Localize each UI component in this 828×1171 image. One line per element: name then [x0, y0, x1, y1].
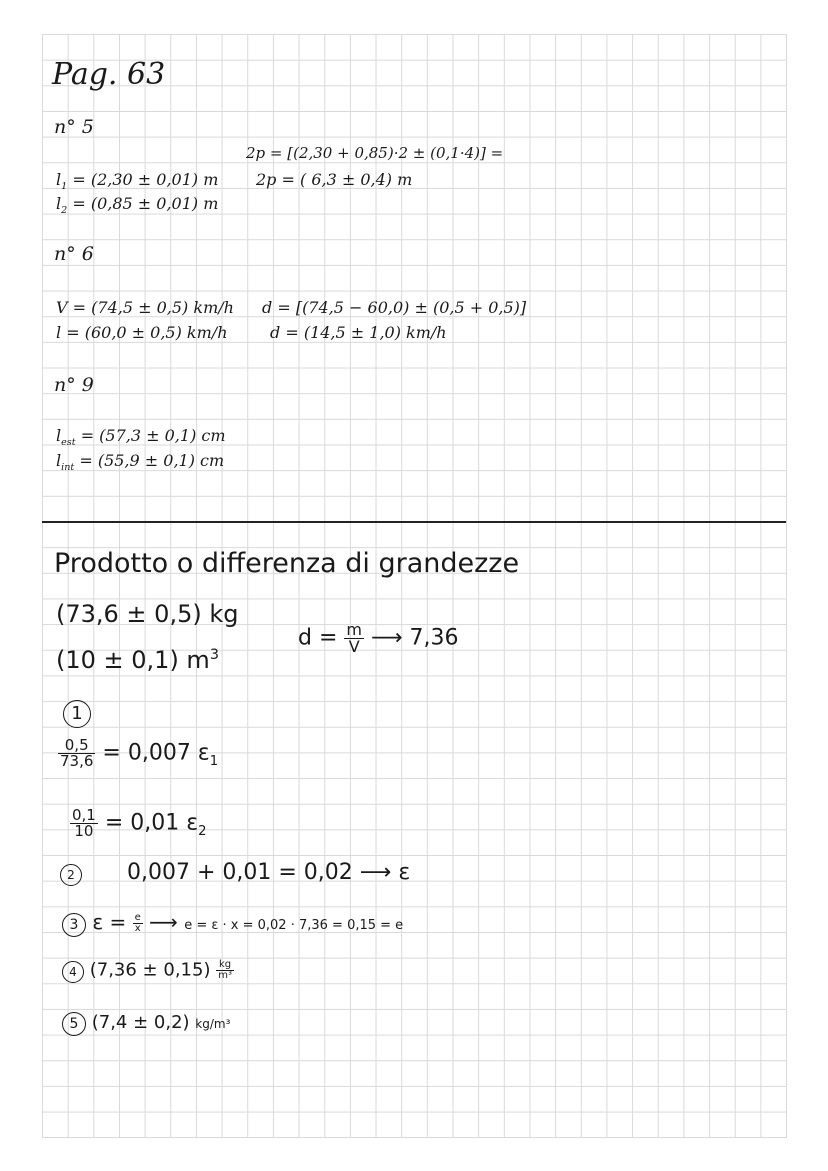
- symbol: l: [56, 194, 62, 213]
- fraction: [58, 738, 95, 769]
- fraction: [133, 913, 143, 934]
- symbol: l: [56, 426, 62, 445]
- section-divider: [42, 521, 786, 523]
- volume-text: (10 ± 0,1) m: [56, 646, 210, 674]
- work-d-formula: d = [(74,5 − 60,0) ± (0,5 + 0,5)]: [262, 298, 527, 317]
- arrow-icon: ⟶: [149, 910, 178, 934]
- subscript: 1: [209, 753, 219, 769]
- fraction-denominator: 73,6: [60, 752, 94, 770]
- result: = 0,007 ε: [102, 740, 210, 766]
- arrow-icon: ⟶: [371, 625, 403, 651]
- value: = (0,85 ± 0,01) m: [72, 194, 219, 213]
- arrow-icon: ⟶: [359, 860, 392, 885]
- circled-number: 4: [62, 961, 84, 983]
- result-value: (7,36 ± 0,15): [89, 959, 211, 981]
- step-5: [62, 1012, 230, 1036]
- fraction-numerator: e: [134, 912, 141, 923]
- density-label: d =: [298, 625, 338, 651]
- fraction-denominator: V: [348, 637, 360, 656]
- section-title: Prodotto o differenza di grandezze: [54, 548, 520, 579]
- given-l1: [56, 172, 218, 192]
- epsilon-symbol: ε: [398, 860, 411, 885]
- step-2: [60, 862, 410, 886]
- mass-value: (73,6 ± 0,5) kg: [56, 600, 239, 628]
- step-4: [62, 960, 234, 983]
- work-d-result: d = (14,5 ± 1,0) km/h: [270, 323, 447, 342]
- value: = (74,5 ± 0,5) km/h: [72, 298, 234, 317]
- subscript: 2: [198, 823, 207, 839]
- given-l-est: [56, 428, 226, 448]
- subscript: 2: [61, 205, 68, 217]
- error-computation: e = ε · x = 0,02 · 7,36 = 0,15 = e: [184, 918, 404, 933]
- symbol: l: [56, 451, 62, 470]
- step-1-line-1: [58, 738, 218, 769]
- value: = (57,3 ± 0,1) cm: [80, 426, 226, 445]
- fraction: [70, 808, 98, 839]
- given-v: [56, 300, 234, 316]
- step-1-line-2: [70, 808, 207, 839]
- value: = (2,30 ± 0,01) m: [72, 170, 219, 189]
- density-fraction: [344, 622, 364, 655]
- step-1-marker: [63, 700, 91, 728]
- given-l-int: [56, 453, 224, 473]
- subscript: est: [61, 437, 76, 449]
- unit-fraction: [216, 960, 234, 981]
- fraction-numerator: m: [346, 620, 362, 639]
- circled-number: 3: [62, 913, 86, 937]
- epsilon-definition: ε =: [92, 910, 127, 934]
- given-l: [56, 325, 228, 341]
- volume-exponent: 3: [209, 647, 219, 663]
- volume-value: [56, 648, 219, 672]
- value: = (60,0 ± 0,5) km/h: [66, 323, 228, 342]
- symbol: l: [56, 170, 62, 189]
- fraction-denominator: 10: [74, 822, 94, 840]
- given-l2: [56, 196, 218, 216]
- fraction-numerator: 0,1: [72, 806, 96, 824]
- value: = (55,9 ± 0,1) cm: [79, 451, 225, 470]
- subscript: 1: [61, 181, 68, 193]
- exercise-title-6: n° 6: [54, 243, 94, 265]
- exercise-title-5: n° 5: [54, 116, 94, 138]
- density-value: 7,36: [409, 625, 459, 651]
- subscript: int: [61, 462, 75, 474]
- exercise-title-9: n° 9: [54, 374, 94, 396]
- fraction-denominator: x: [134, 923, 141, 934]
- work-2p-formula: 2p = [(2,30 + 0,85)·2 ± (0,1·4)] =: [246, 144, 504, 162]
- symbol: V: [56, 298, 68, 317]
- symbol: l: [56, 323, 62, 342]
- circled-number: 1: [63, 700, 91, 728]
- work-2p-result: 2p = ( 6,3 ± 0,4) m: [256, 170, 413, 189]
- circled-number: 2: [60, 864, 82, 886]
- fraction-denominator: m³: [218, 970, 232, 981]
- sum-expression: 0,007 + 0,01 = 0,02: [127, 860, 353, 885]
- circled-number: 5: [62, 1012, 86, 1036]
- density-formula: [298, 622, 459, 655]
- fraction-numerator: kg: [216, 960, 234, 971]
- unit: kg/m³: [195, 1017, 231, 1031]
- step-3: [62, 912, 403, 937]
- page-reference: Pag. 63: [52, 57, 166, 92]
- result: = 0,01 ε: [104, 810, 199, 836]
- final-value: (7,4 ± 0,2): [91, 1012, 190, 1033]
- fraction-numerator: 0,5: [58, 738, 95, 754]
